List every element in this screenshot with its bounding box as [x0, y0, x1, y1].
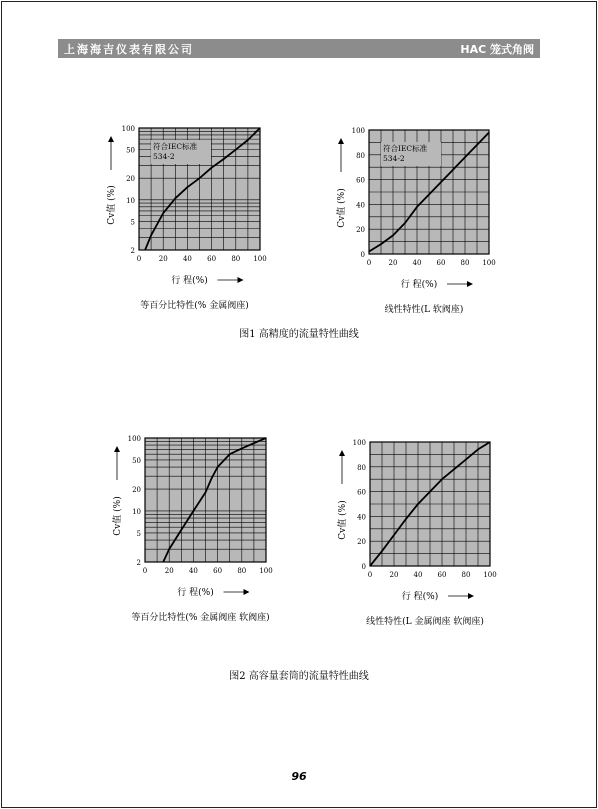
chart-1: [105, 125, 267, 311]
x-tick-label: 100: [483, 571, 497, 579]
y-tick-label: 60: [356, 176, 365, 185]
x-tick-label: 60: [213, 567, 223, 575]
y-axis-label: Cv值 (%): [338, 500, 348, 540]
x-tick-label: 20: [158, 255, 168, 263]
y-tick-label: 100: [352, 439, 366, 447]
y-tick-label: 40: [356, 201, 365, 210]
y-axis-arrow-head: [108, 136, 114, 142]
y-tick-label: 60: [357, 488, 366, 497]
x-tick-label: 40: [413, 571, 423, 579]
y-tick-label: 100: [127, 435, 141, 443]
chart-4: [336, 439, 497, 627]
annotation-text: 534-2: [153, 152, 175, 161]
y-tick-label: 2: [136, 559, 141, 567]
x-tick-label: 40: [412, 259, 422, 267]
figure1-caption: 图1 高精度的流量特性曲线: [239, 329, 359, 340]
x-tick-label: 0: [136, 255, 142, 263]
y-tick-label: 5: [130, 218, 135, 227]
x-tick-label: 80: [237, 567, 247, 575]
y-tick-label: 80: [357, 463, 366, 472]
x-tick-label: 100: [259, 567, 273, 575]
y-axis-arrow-head: [338, 138, 344, 144]
x-axis-label: 行 程(%): [401, 592, 439, 602]
x-tick-label: 60: [437, 571, 447, 579]
chart-subtitle: 等百分比特性(% 金属阀座 软阀座): [131, 613, 270, 623]
y-axis-label: Cv值 (%): [107, 185, 117, 225]
y-tick-label: 10: [132, 507, 141, 516]
y-tick-label: 40: [357, 513, 366, 522]
product-name: HAC 笼式角阀: [460, 43, 534, 56]
y-tick-label: 2: [130, 247, 135, 255]
figure2-caption: 图2 高容量套筒的流量特性曲线: [229, 671, 369, 682]
y-axis-label: Cv值 (%): [337, 188, 347, 228]
x-tick-label: 0: [367, 571, 373, 579]
x-tick-label: 80: [231, 255, 241, 263]
y-tick-label: 50: [126, 146, 135, 155]
x-axis-label: 行 程(%): [177, 588, 214, 598]
chart-subtitle: 线性特性(L 软阀座): [384, 305, 464, 315]
chart-subtitle: 线性特性(L 金属阀座 软阀座): [366, 617, 484, 627]
x-axis-label: 行 程(%): [400, 280, 438, 290]
y-tick-label: 5: [136, 529, 141, 538]
y-tick-label: 10: [126, 196, 135, 205]
annotation-text: 534-2: [383, 154, 405, 163]
y-tick-label: 0: [361, 563, 366, 571]
y-axis-arrow-head: [114, 446, 120, 452]
x-tick-label: 80: [460, 259, 470, 267]
y-tick-label: 50: [132, 456, 141, 465]
x-tick-label: 100: [253, 255, 267, 263]
y-tick-label: 0: [360, 251, 365, 259]
x-tick-label: 40: [182, 255, 192, 263]
x-tick-label: 60: [207, 255, 217, 263]
x-tick-label: 0: [366, 259, 372, 267]
y-tick-label: 20: [357, 538, 366, 547]
chart-subtitle: 等百分比特性(% 金属阀座): [140, 301, 249, 311]
x-tick-label: 80: [461, 571, 471, 579]
annotation-text: 符合IEC标准: [383, 144, 428, 153]
y-tick-label: 100: [351, 127, 365, 135]
y-tick-label: 20: [356, 226, 365, 235]
x-axis-arrow-head: [467, 281, 473, 287]
x-tick-label: 60: [436, 259, 446, 267]
x-axis-label: 行 程(%): [171, 276, 208, 286]
y-axis-label: Cv值 (%): [113, 496, 123, 536]
x-tick-label: 20: [389, 571, 399, 579]
y-tick-label: 20: [126, 175, 135, 184]
y-tick-label: 20: [132, 486, 141, 495]
x-axis-arrow-head: [238, 277, 244, 283]
y-axis-arrow-head: [339, 450, 345, 456]
x-tick-label: 40: [188, 567, 198, 575]
company-name: 上海海吉仪表有限公司: [64, 43, 194, 56]
x-axis-arrow-head: [468, 593, 474, 599]
chart-3: [111, 435, 273, 623]
x-tick-label: 100: [482, 259, 496, 267]
y-tick-label: 80: [356, 151, 365, 160]
x-axis-arrow-head: [244, 589, 250, 595]
x-tick-label: 20: [164, 567, 174, 575]
y-tick-label: 100: [121, 125, 135, 133]
page-number: 96: [291, 770, 307, 783]
x-tick-label: 20: [388, 259, 398, 267]
x-tick-label: 0: [142, 567, 148, 575]
annotation-text: 符合IEC标准: [153, 142, 198, 151]
chart-2: [335, 127, 496, 315]
